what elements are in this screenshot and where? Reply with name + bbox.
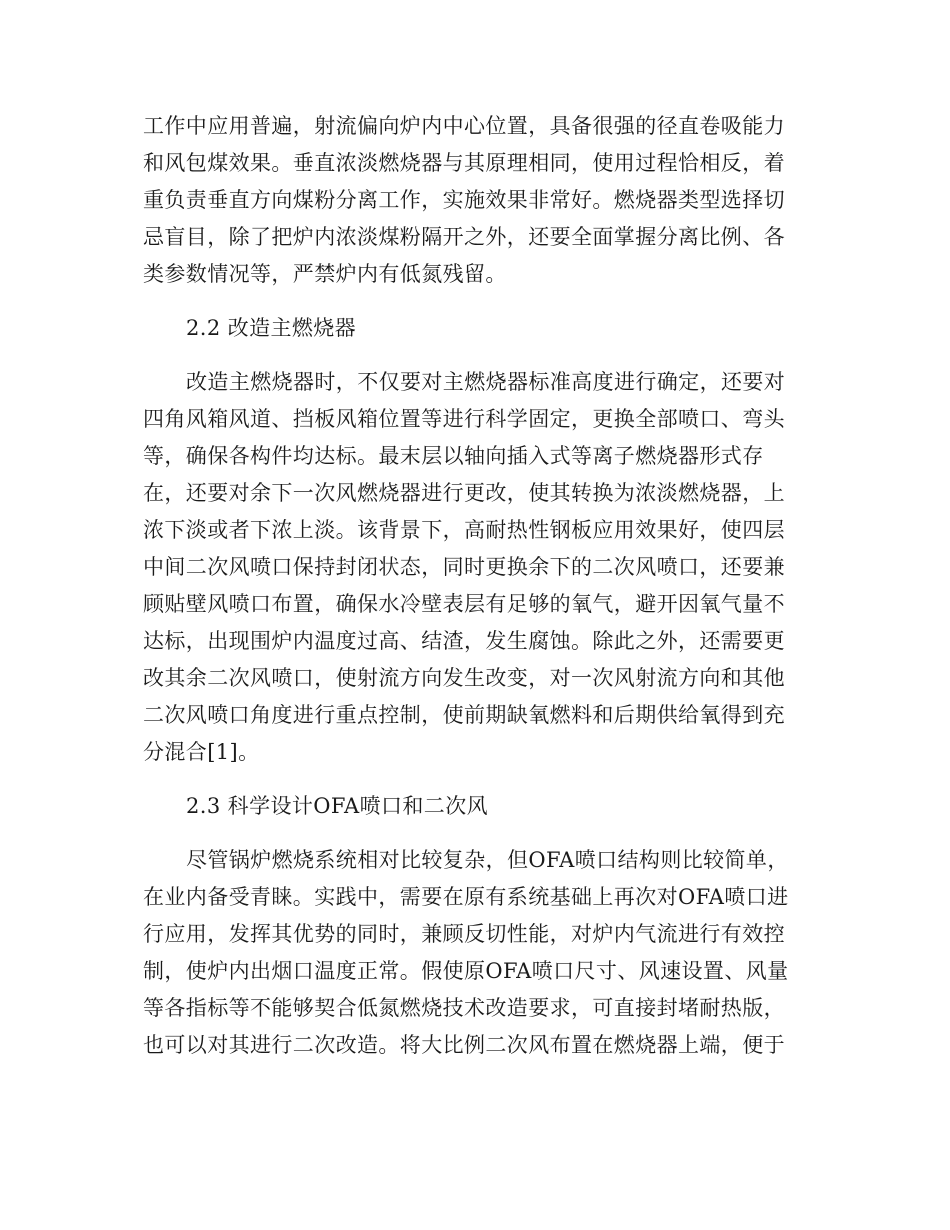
paragraph-line: 改其余二次风喷口，使射流方向发生改变，对一次风射流方向和其他 xyxy=(143,666,785,690)
paragraph-line: 在业内备受青睐。实践中，需要在原有系统基础上再次对OFA喷口进 xyxy=(143,885,789,909)
paragraph-line: 四角风箱风道、挡板风箱位置等进行科学固定，更换全部喷口、弯头 xyxy=(143,407,785,431)
paragraph-line: 忌盲目，除了把炉内浓淡煤粉隔开之外，还要全面掌握分离比例、各 xyxy=(143,225,785,249)
paragraph-line: 改造主燃烧器时，不仅要对主燃烧器标准高度进行确定，还要对 xyxy=(186,370,786,394)
paragraph-line: 等各指标等不能够契合低氮燃烧技术改造要求，可直接封堵耐热版， xyxy=(143,996,785,1020)
section-heading-2-2: 2.2 改造主燃烧器 xyxy=(186,316,357,340)
paragraph-line: 中间二次风喷口保持封闭状态，同时更换余下的二次风喷口，还要兼 xyxy=(143,555,785,579)
paragraph-line: 达标，出现围炉内温度过高、结渣，发生腐蚀。除此之外，还需要更 xyxy=(143,629,785,653)
paragraph-line: 浓下淡或者下浓上淡。该背景下，高耐热性钢板应用效果好，使四层 xyxy=(143,518,785,542)
paragraph-line: 制，使炉内出烟口温度正常。假使原OFA喷口尺寸、风速设置、风量 xyxy=(143,959,789,983)
paragraph-line: 和风包煤效果。垂直浓淡燃烧器与其原理相同，使用过程恰相反，着 xyxy=(143,151,785,175)
paragraph-line: 在，还要对余下一次风燃烧器进行更改，使其转换为浓淡燃烧器，上 xyxy=(143,481,785,505)
section-heading-2-3: 2.3 科学设计OFA喷口和二次风 xyxy=(186,794,488,818)
paragraph-line: 类参数情况等，严禁炉内有低氮残留。 xyxy=(143,262,507,286)
paragraph-line: 分混合[1]。 xyxy=(143,740,260,764)
paragraph-line: 二次风喷口角度进行重点控制，使前期缺氧燃料和后期供给氧得到充 xyxy=(143,703,785,727)
paragraph-line: 工作中应用普遍，射流偏向炉内中心位置，具备很强的径直卷吸能力 xyxy=(143,114,785,138)
paragraph-line: 等，确保各构件均达标。最末层以轴向插入式等离子燃烧器形式存 xyxy=(143,444,764,468)
paragraph-line: 顾贴壁风喷口布置，确保水冷壁表层有足够的氧气，避开因氧气量不 xyxy=(143,592,785,616)
paragraph-line: 尽管锅炉燃烧系统相对比较复杂，但OFA喷口结构则比较简单， xyxy=(186,848,789,872)
paragraph-line: 重负责垂直方向煤粉分离工作，实施效果非常好。燃烧器类型选择切 xyxy=(143,188,785,212)
paragraph-line: 也可以对其进行二次改造。将大比例二次风布置在燃烧器上端，便于 xyxy=(143,1033,785,1057)
paragraph-line: 行应用，发挥其优势的同时，兼顾反切性能，对炉内气流进行有效控 xyxy=(143,922,785,946)
